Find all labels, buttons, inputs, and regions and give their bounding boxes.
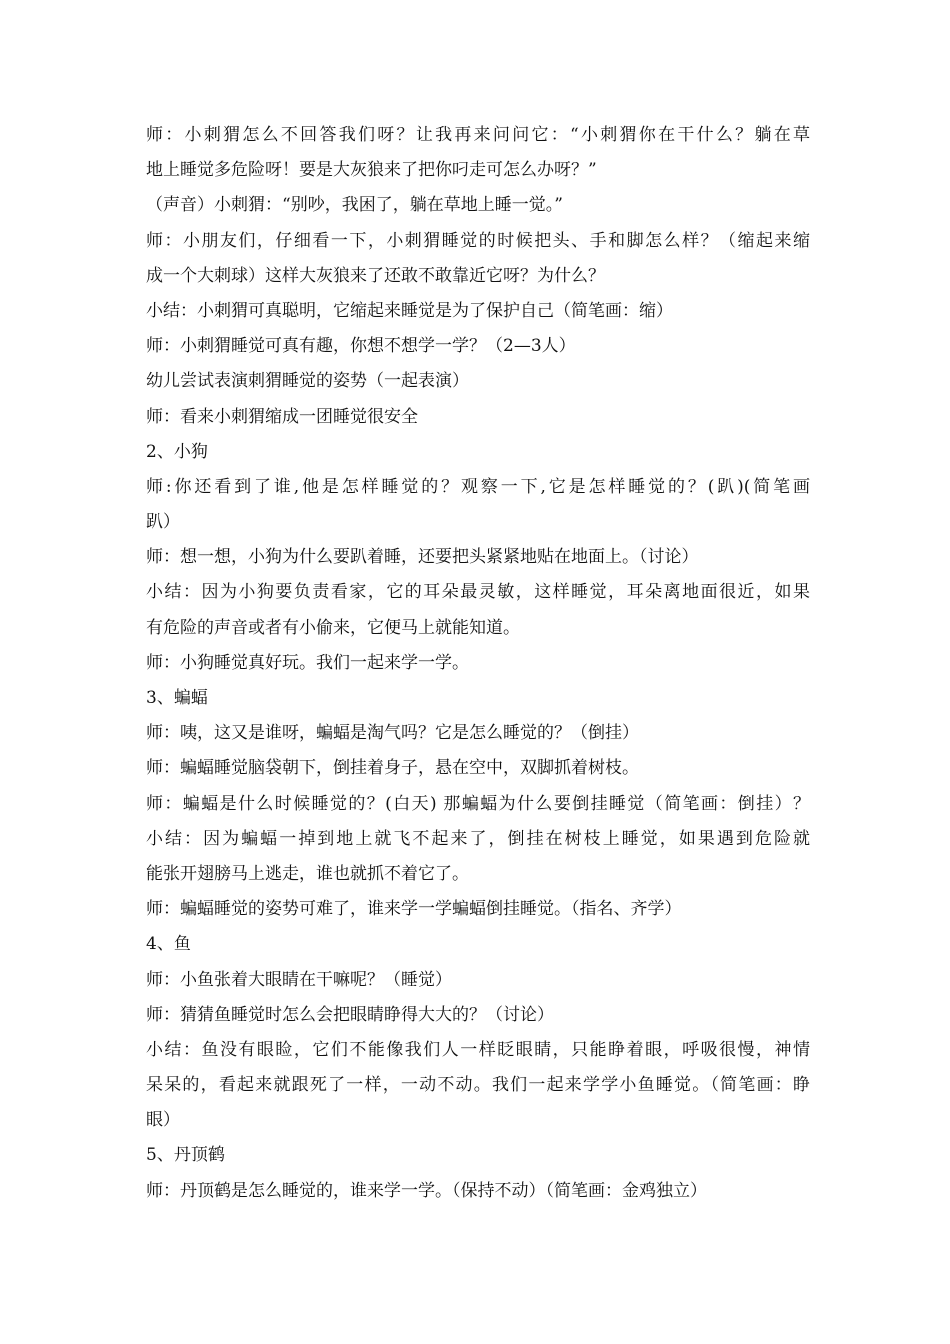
text-line: 趴） (146, 512, 180, 533)
text-line: 师：小刺猬怎么不回答我们呀？让我再来问问它：“小刺猬你在干什么？躺在草 (146, 125, 810, 145)
text-line: 地上睡觉多危险呀！要是大灰狼来了把你叼走可怎么办呀？” (146, 160, 597, 181)
text-line: 小结：小刺猬可真聪明，它缩起来睡觉是为了保护自己（简笔画：缩） (146, 300, 673, 321)
text-line: 成一个大刺球）这样大灰狼来了还敢不敢靠近它呀？为什么？ (146, 265, 605, 286)
text-line: 眼） (146, 1110, 180, 1131)
text-line: 小结：因为蝙蝠一掉到地上就飞不起来了，倒挂在树枝上睡觉，如果遇到危险就 (146, 828, 810, 849)
text-line: 师：蝙蝠是什么时候睡觉的？(白天) 那蝙蝠为什么要倒挂睡觉（简笔画：倒挂）？ (146, 793, 810, 814)
text-line: 师：小朋友们，仔细看一下，小刺猬睡觉的时候把头、手和脚怎么样？（缩起来缩 (146, 230, 810, 251)
text-line: 师：看来小刺猬缩成一团睡觉很安全 (146, 406, 418, 427)
text-line: 呆呆的，看起来就跟死了一样，一动不动。我们一起来学学小鱼睡觉。（简笔画：睁 (146, 1075, 810, 1096)
text-line: 师：蝙蝠睡觉的姿势可难了，谁来学一学蝙蝠倒挂睡觉。（指名、齐学） (146, 899, 682, 920)
text-line: 师：猜猜鱼睡觉时怎么会把眼睛睁得大大的？（讨论） (146, 1004, 554, 1025)
text-line: 师：小狗睡觉真好玩。我们一起来学一学。 (146, 652, 469, 673)
text-line: 师：小鱼张着大眼睛在干嘛呢？（睡觉） (146, 969, 452, 990)
text-line: （声音）小刺猬：“别吵，我困了，躺在草地上睡一觉。” (146, 195, 563, 216)
text-line: 师：丹顶鹤是怎么睡觉的，谁来学一学。（保持不动）（简笔画：金鸡独立） (146, 1180, 707, 1201)
text-line: 师:你还看到了谁,他是怎样睡觉的？观察一下,它是怎样睡觉的？(趴)(简笔画 (146, 476, 810, 497)
text-line: 小结：鱼没有眼睑，它们不能像我们人一样眨眼睛，只能睁着眼，呼吸很慢，神情 (146, 1039, 810, 1060)
text-line: 有危险的声音或者有小偷来，它便马上就能知道。 (146, 617, 520, 638)
text-line: 3、蝙蝠 (146, 688, 208, 708)
text-line: 4、鱼 (146, 934, 191, 955)
text-line: 师：咦，这又是谁呀，蝙蝠是淘气吗？它是怎么睡觉的？（倒挂） (146, 723, 639, 744)
text-line: 幼儿尝试表演刺猬睡觉的姿势（一起表演） (146, 371, 469, 392)
text-line: 2、小狗 (146, 441, 208, 462)
text-line: 5、丹顶鹤 (146, 1145, 225, 1166)
text-line: 师：蝙蝠睡觉脑袋朝下，倒挂着身子，悬在空中，双脚抓着树枝。 (146, 758, 639, 779)
text-line: 小结：因为小狗要负责看家，它的耳朵最灵敏，这样睡觉，耳朵离地面很近，如果 (146, 582, 810, 603)
text-line: 能张开翅膀马上逃走，谁也就抓不着它了。 (146, 863, 469, 884)
text-line: 师：小刺猬睡觉可真有趣，你想不想学一学？（2—3人） (146, 336, 576, 357)
text-line: 师：想一想，小狗为什么要趴着睡，还要把头紧紧地贴在地面上。（讨论） (146, 547, 699, 568)
document-body (146, 118, 810, 1209)
